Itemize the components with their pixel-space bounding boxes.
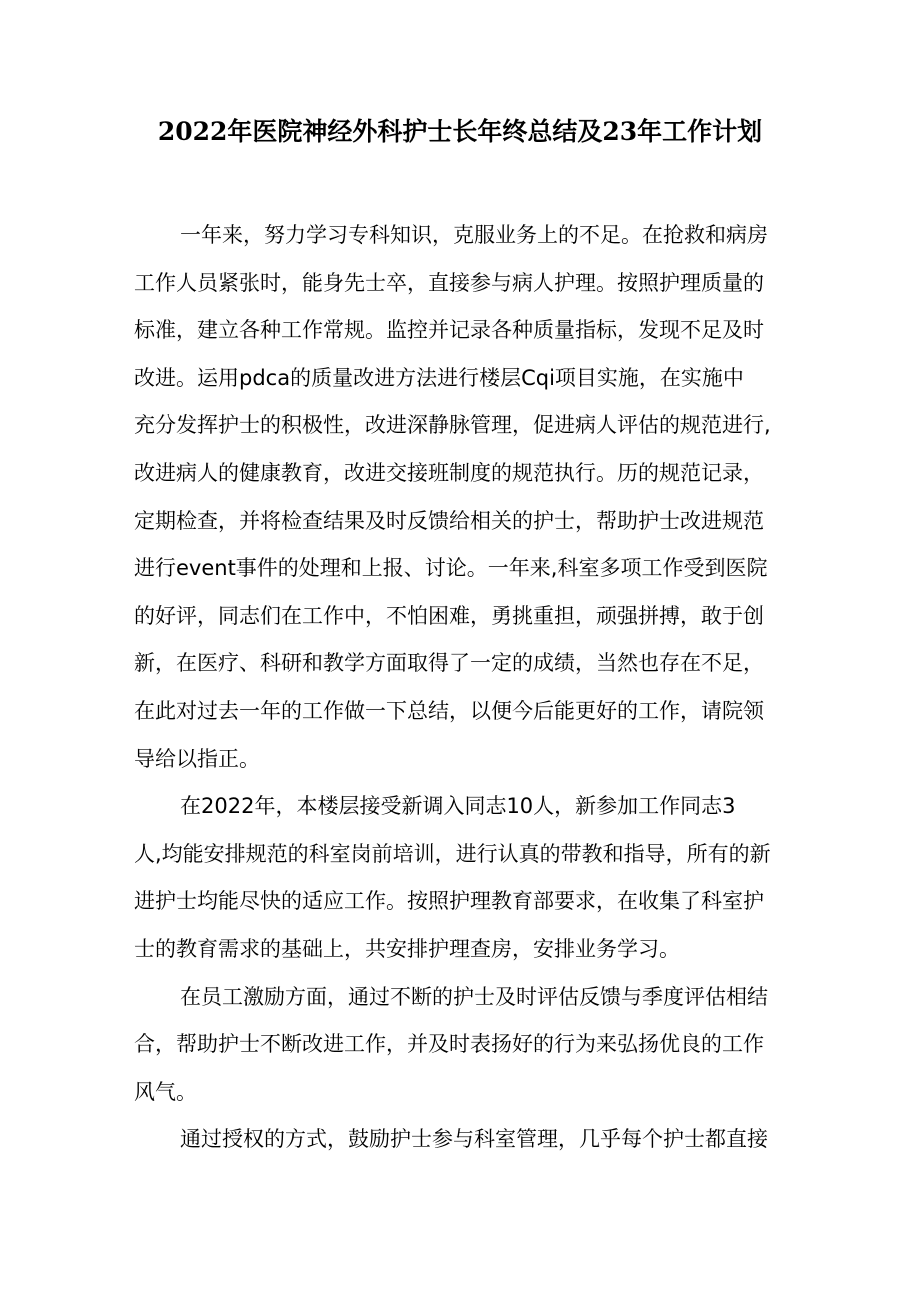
paragraph-staff-training [134, 783, 804, 973]
text-line: 充分发挥护士的积极性，改进深静脉管理，促进病人评估的规范进行, [134, 413, 771, 438]
paragraph-summary [134, 212, 804, 783]
text-line: 通过授权的方式，鼓励护士参与科室管理，几乎每个护士都直接 [180, 1127, 768, 1152]
text-line: 改进病人的健康教育，改进交接班制度的规范执行。历的规范记录， [134, 460, 764, 485]
text-line: 新，在医疗、科研和教学方面取得了一定的成绩，当然也存在不足， [134, 651, 764, 676]
text-line: 一年来，努力学习专科知识，克服业务上的不足。在抢救和病房 [180, 223, 768, 247]
text-line: 导给以指正。 [134, 746, 260, 771]
text-line: 的好评，同志们在工作中，不怕困难，勇挑重担，顽强拼搏，敢于创 [134, 603, 764, 628]
text-line: 风气。 [134, 1079, 197, 1104]
text-line: 进行event事件的处理和上报、讨论。一年来,科室多项工作受到医院 [134, 556, 768, 581]
text-line: 人,均能安排规范的科室岗前培训，进行认真的带教和指导，所有的新 [134, 841, 771, 866]
text-line: 在员工激励方面，通过不断的护士及时评估反馈与季度评估相结 [180, 984, 768, 1009]
document-body [134, 212, 804, 1164]
text-line: 定期检查，并将检查结果及时反馈给相关的护士，帮助护士改进规范 [134, 508, 764, 533]
text-line: 合，帮助护士不断改进工作，并及时表扬好的行为来弘扬优良的工作 [134, 1032, 764, 1057]
text-line: 工作人员紧张时，能身先士卒，直接参与病人护理。按照护理质量的 [134, 270, 764, 295]
paragraph-staff-incentive [134, 974, 804, 1117]
paragraph-authorization [134, 1116, 804, 1164]
text-line: 士的教育需求的基础上，共安排护理查房，安排业务学习。 [134, 936, 680, 961]
text-line: 在2022年，本楼层接受新调入同志10人，新参加工作同志3 [180, 794, 736, 819]
text-line: 在此对过去一年的工作做一下总结，以便今后能更好的工作，请院领 [134, 698, 764, 723]
document-title: 2022年医院神经外科护士长年终总结及23年工作计划 [157, 117, 763, 146]
text-line: 改进。运用pdca的质量改进方法进行楼层Cqi项目实施，在实施中 [134, 365, 744, 390]
text-line: 进护士均能尽快的适应工作。按照护理教育部要求，在收集了科室护 [134, 889, 764, 914]
text-line: 标准，建立各种工作常规。监控并记录各种质量指标，发现不足及时 [134, 318, 764, 343]
